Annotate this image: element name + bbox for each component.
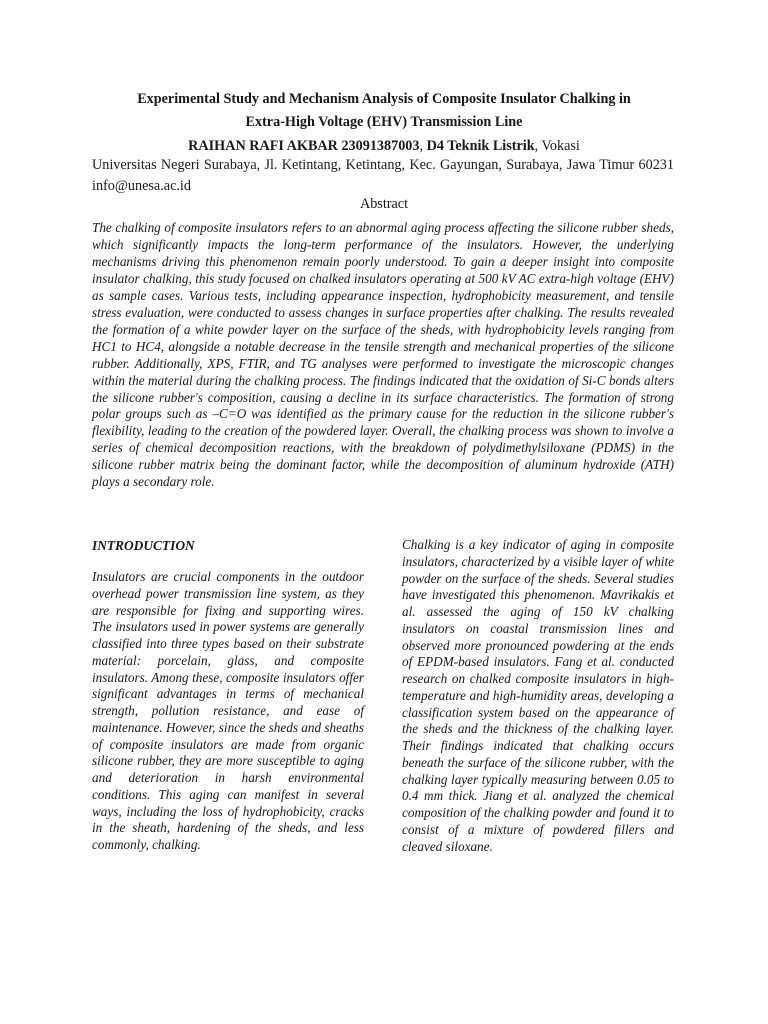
author-separator: ,: [534, 138, 542, 154]
abstract-text: The chalking of composite insulators refers to an abnormal aging process affecting the silicone rubber sheds, which significantly impacts the long-term performance of the insulators. However, the underlying mechanisms driving this phenomenon remain poorly understood. To gain a deeper insight into composite insulator chalking, this study focused on chalked insulators operating at 500 kV AC extra-high voltage (EHV) as sample cases. Various tests, including appearance inspection, hydrophobicity measurement, and tensile stress evaluation, were conducted to assess changes in surface properties after chalking. The results revealed the formation of a white powder layer on the surface of the sheds, with hydrophobicity levels ranging from HC1 to HC4, alongside a notable decrease in the tensile strength and mechanical properties of the silicone rubber. Additionally, XPS, FTIR, and TG analyses were performed to investigate the microscopic changes within the material during the chalking process. The findings indicated that the oxidation of Si-C bonds alters the silicone rubber's composition, causing a decline in its surface characteristics. The formation of strong polar groups such as –C=O was identified as the primary cause for the reduction in the silicone rubber's flexibility, leading to the creation of the powdered layer. Overall, the chalking process was shown to involve a series of chemical decomposition reactions, with the breakdown of polydimethylsiloxane (PDMS) in the silicone rubber matrix being the dominant factor, while the decomposition of aluminum hydroxide (ATH) plays a secondary role.: [92, 220, 674, 490]
affiliation: Universitas Negeri Surabaya, Jl. Ketintang, Ketintang, Kec. Gayungan, Surabaya, Jawa Timur 60231 info@unesa.ac.id: [92, 157, 674, 194]
paper-title-line-1: Experimental Study and Mechanism Analysis of Composite Insulator Chalking in: [137, 91, 631, 107]
author-faculty: Vokasi: [541, 138, 580, 154]
author-line: [92, 136, 676, 156]
paper-title-line-2: Extra-High Voltage (EHV) Transmission Line: [245, 114, 523, 130]
author-program: D4 Teknik Listrik: [426, 138, 535, 154]
left-column: [92, 537, 364, 854]
introduction-paragraph-2: Chalking is a key indicator of aging in composite insulators, characterized by a visible layer of white powder on the surface of the sheds. Several studies have investigated this phenomenon. Mavrikakis et al. assessed the aging of 150 kV chalking insulators on coastal transmission lines and observed more pronounced powdering at the ends of EPDM-based insulators. Fang et al. conducted research on chalked composite insulators in high-temperature and high-humidity areas, developing a classification system based on the appearance of the sheds and the thickness of the chalking layer. Their findings indicated that chalking occurs beneath the surface of the silicone rubber, with the chalking layer typically measuring between 0.05 to 0.4 mm thick. Jiang et al. analyzed the chemical composition of the chalking powder and found it to consist of a mixture of powdered fillers and cleaved siloxane.: [402, 537, 674, 854]
right-column: [402, 537, 674, 855]
abstract-heading: Abstract: [359, 196, 409, 212]
author-name-id: RAIHAN RAFI AKBAR 23091387003: [188, 138, 420, 154]
author-separator: ,: [419, 138, 427, 154]
introduction-paragraph-1: Insulators are crucial components in the outdoor overhead power transmission line system, as they are responsible for fixing and supporting wires. The insulators used in power systems are generally classified into three types based on their substrate material: porcelain, glass, and composite insulators. Among these, composite insulators offer significant advantages in terms of mechanical strength, pollution resistance, and ease of maintenance. However, since the sheds and sheaths of composite insulators are made from organic silicone rubber, they are more susceptible to aging and deterioration in harsh environmental conditions. This aging can manifest in several ways, including the loss of hydrophobicity, cracks in the sheath, hardening of the sheds, and less commonly, chalking.: [92, 569, 364, 852]
introduction-heading: INTRODUCTION: [92, 538, 195, 553]
